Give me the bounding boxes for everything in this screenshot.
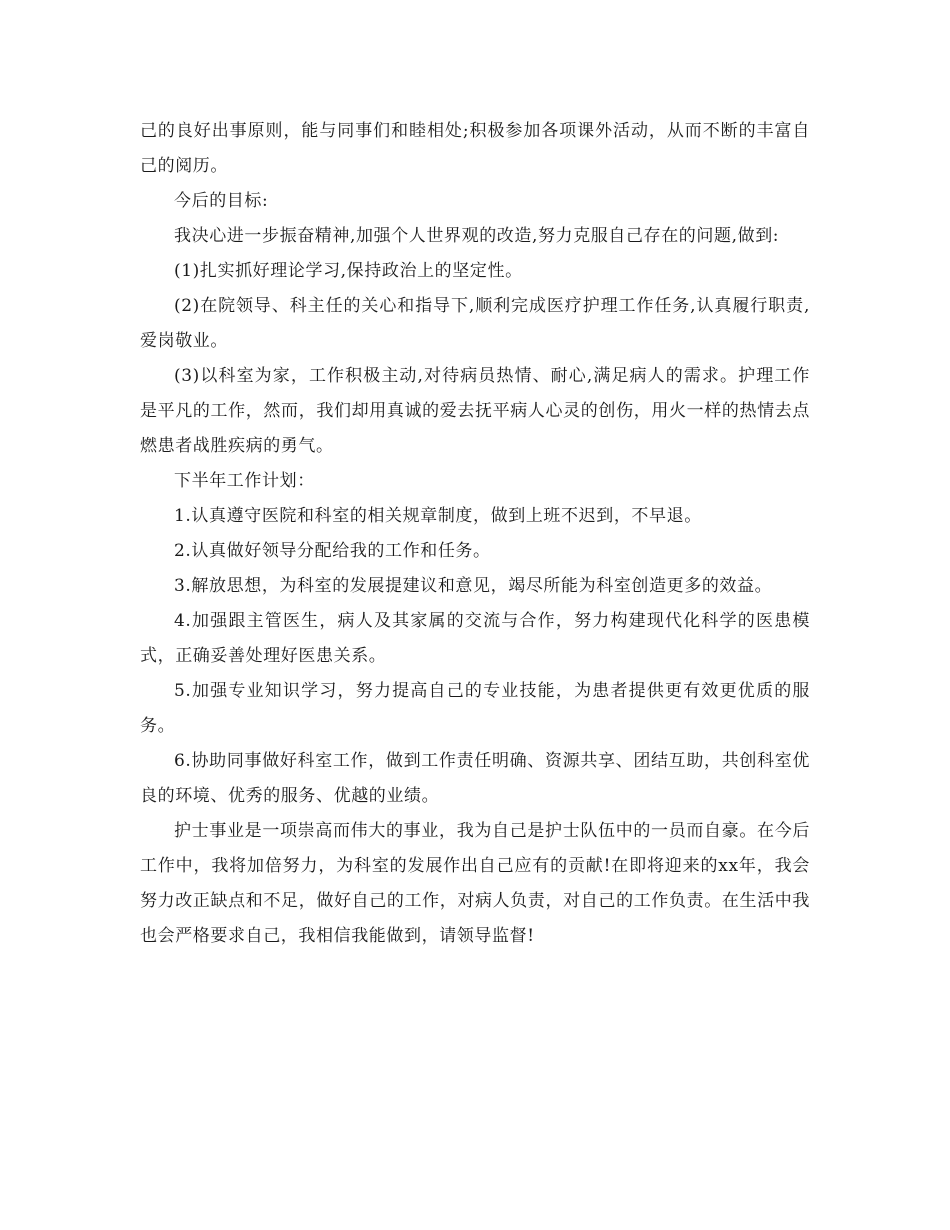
plan-item-3: 3.解放思想，为科室的发展提建议和意见，竭尽所能为科室创造更多的效益。 [174, 576, 773, 596]
closing-paragraph: 护士事业是一项崇高而伟大的事业，我为自己是护士队伍中的一员而自豪。在今后工作中，我将加倍努力，为科室的发展作出自己应有的贡献!在即将迎来的xx年，我会努力改正缺点和不足，做好自己的工作，对病人负责，对自己的工作负责。在生活中我也会严格要求自己，我相信我能做到，请领导监督! [140, 821, 810, 946]
heading-future-goals: 今后的目标: [174, 191, 269, 211]
goal-item-2: (2)在院领导、科主任的关心和指导下,顺利完成医疗护理工作任务,认真履行职责,爱岗敬业。 [140, 296, 810, 351]
plan-item-5: 5.加强专业知识学习，努力提高自己的专业技能，为患者提供更有效更优质的服务。 [140, 681, 810, 736]
plan-item-6: 6.协助同事做好科室工作，做到工作责任明确、资源共享、团结互助，共创科室优良的环境、优秀的服务、优越的业绩。 [140, 751, 810, 806]
document-page [140, 114, 810, 954]
plan-item-1: 1.认真遵守医院和科室的相关规章制度，做到上班不迟到，不早退。 [174, 506, 702, 526]
plan-item-4: 4.加强跟主管医生，病人及其家属的交流与合作，努力构建现代化科学的医患模式，正确妥善处理好医患关系。 [140, 611, 810, 666]
goal-item-3: (3)以科室为家，工作积极主动,对待病员热情、耐心,满足病人的需求。护理工作是平凡的工作，然而，我们却用真诚的爱去抚平病人心灵的创伤，用火一样的热情去点燃患者战胜疾病的勇气。 [140, 366, 810, 456]
paragraph-resolution: 我决心进一步振奋精神,加强个人世界观的改造,努力克服自己存在的问题,做到: [174, 226, 780, 246]
heading-work-plan: 下半年工作计划： [174, 471, 315, 491]
goal-item-1: (1)扎实抓好理论学习,保持政治上的坚定性。 [174, 261, 523, 281]
plan-item-2: 2.认真做好领导分配给我的工作和任务。 [174, 541, 491, 561]
paragraph-continuation: 己的良好出事原则，能与同事们和睦相处;积极参加各项课外活动，从而不断的丰富自己的阅历。 [140, 121, 810, 176]
